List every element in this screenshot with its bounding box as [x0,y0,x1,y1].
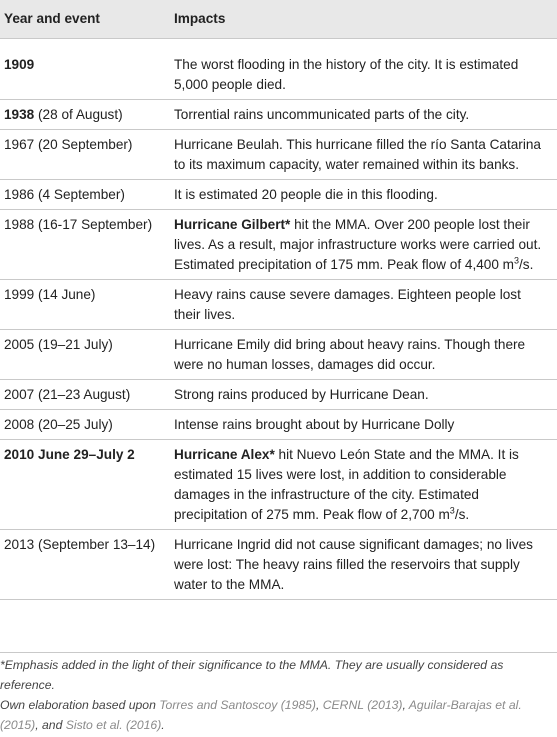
year-cell [0,530,166,600]
impact-text: Intense rains brought about by Hurricane Dolly [174,417,455,432]
year-text: 2005 (19–21 July) [4,337,113,352]
impact-cell [166,530,557,600]
impact-text: Hurricane Beulah. This hurricane filled the río Santa Catarina to its maximum capacity, water remained within its banks. [174,137,541,172]
reference-link-sisto[interactable]: Sisto et al. (2016) [65,718,162,732]
table-row [0,100,557,130]
impact-cell [166,210,557,280]
year-text: 2013 (September 13–14) [4,537,156,552]
year-text: 1967 (20 September) [4,137,133,152]
impact-cell [166,330,557,380]
year-cell [0,39,166,100]
impact-cell [166,39,557,100]
year-text: 1938 [4,107,35,122]
impact-text: Torrential rains uncommunicated parts of the city. [174,107,470,122]
table-row [0,410,557,440]
year-text: 1999 (14 June) [4,287,96,302]
table-body [0,39,557,600]
separator: , [315,698,323,712]
year-cell [0,180,166,210]
unit-tail: /s. [519,257,534,272]
year-cell [0,380,166,410]
unit-superscript: 3 [514,255,520,266]
reference-link-aguilar[interactable]: Aguilar-Barajas et al. (2015) [0,698,522,732]
impacts-column-header: Impacts [166,0,557,39]
hurricane-name: Hurricane Gilbert* [174,217,291,232]
separator: . [161,718,165,732]
table-row [0,440,557,530]
impact-text: The worst flooding in the history of the city. It is estimated 5,000 people died. [174,57,519,92]
year-text: 2010 June 29–July 2 [4,447,135,462]
impact-cell [166,410,557,440]
year-column-header: Year and event [0,0,166,39]
reference-link-torres[interactable]: Torres and Santoscoy (1985) [159,698,316,712]
impact-cell [166,180,557,210]
year-cell [0,100,166,130]
table-row [0,180,557,210]
impact-text: It is estimated 20 people die in this flooding. [174,187,438,202]
year-cell [0,280,166,330]
impact-text: hit the MMA. Over 200 people lost their lives. As a result, major infrastructure works were carried out. Estimated precipitation of 175 mm. Peak flow of 4,400 m [174,217,542,272]
table-row [0,380,557,410]
year-detail: (28 of August) [34,107,123,122]
year-cell [0,130,166,180]
hurricane-name: Hurricane Alex* [174,447,275,462]
impact-cell [166,100,557,130]
emphasis-note: *Emphasis added in the light of their significance to the MMA. They are usually considered as reference. [0,658,504,692]
separator: , [402,698,409,712]
impact-text: Hurricane Ingrid did not cause significant damages; no lives were lost: The heavy rains filled the reservoirs that supply water to the MMA. [174,537,533,592]
impact-text: hit Nuevo León State and the MMA. It is estimated 15 lives were lost, in addition to considerable damages in the infrastructure of the city. Estimated precipitation of 275 mm. Peak flow of 2,700 m [174,447,519,522]
impact-text: Hurricane Emily did bring about heavy rains. Though there were no human losses, damages did occur. [174,337,526,372]
year-cell [0,440,166,530]
year-cell [0,330,166,380]
year-cell [0,410,166,440]
source-prefix: Own elaboration based upon [0,698,160,712]
year-text: 1988 (16-17 September) [4,217,153,232]
unit-superscript: 3 [449,505,455,516]
reference-link-cernl[interactable]: CERNL (2013) [322,698,403,712]
table-row [0,280,557,330]
table-row [0,130,557,180]
impact-cell [166,130,557,180]
year-text: 2007 (21–23 August) [4,387,131,402]
table-notes [0,652,557,735]
impact-text: Strong rains produced by Hurricane Dean. [174,387,429,402]
header-row [0,0,557,39]
year-text: 2008 (20–25 July) [4,417,113,432]
table-row [0,210,557,280]
impact-text: Heavy rains cause severe damages. Eighteen people lost their lives. [174,287,521,322]
separator: , and [35,718,66,732]
year-text: 1986 (4 September) [4,187,125,202]
impact-cell [166,440,557,530]
table-row [0,330,557,380]
table-row [0,530,557,600]
impact-cell [166,380,557,410]
year-cell [0,210,166,280]
impact-cell [166,280,557,330]
source-note [0,695,557,735]
year-text: 1909 [4,57,35,72]
unit-tail: /s. [454,507,470,522]
table-row [0,39,557,100]
